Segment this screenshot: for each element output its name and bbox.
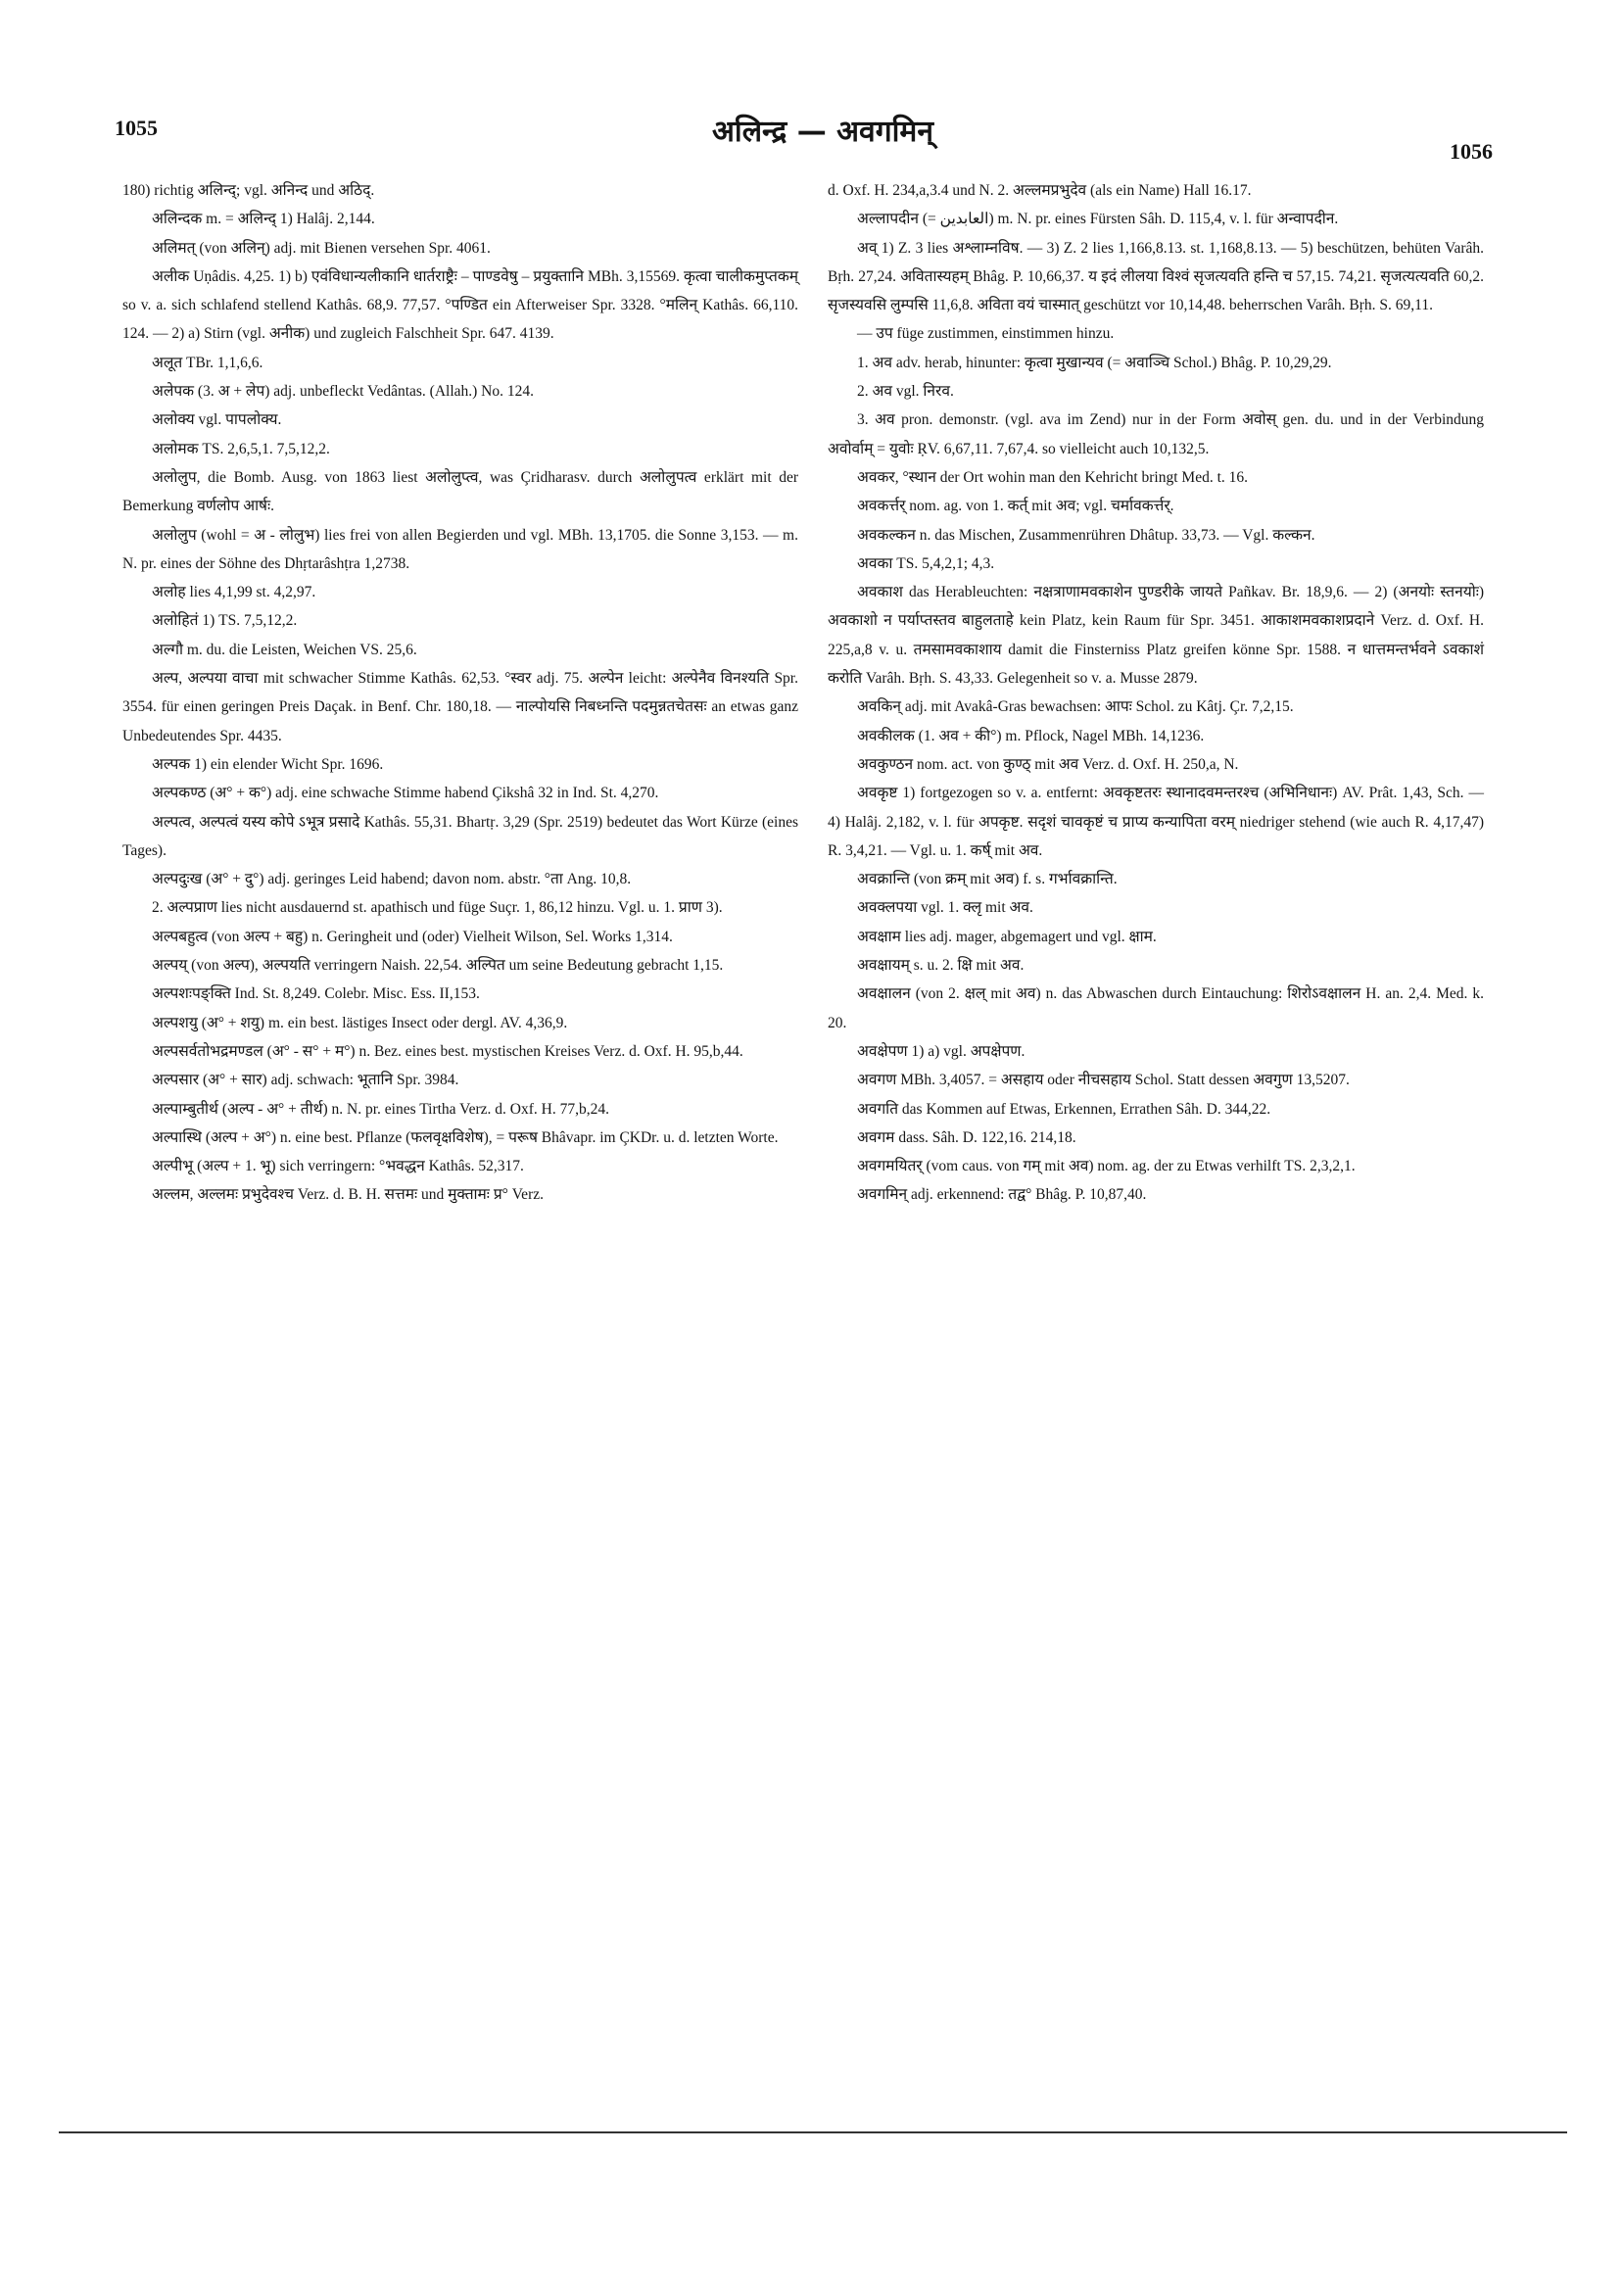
dictionary-entry: अलिमत् (von अलिन्) adj. mit Bienen versehen Spr. 4061.	[152, 239, 491, 257]
dictionary-entry: अवक्षायम् s. u. 2. क्षि mit अव.	[857, 957, 1025, 975]
page-header	[0, 110, 1622, 168]
dictionary-entry: अल्पाम्बुतीर्थ (अल्प - अ° + तीर्थ) n. N. pr. eines Tirtha Verz. d. Oxf. H. 77,b,24.	[152, 1100, 609, 1118]
dictionary-entry: 2. अल्पप्राण lies nicht ausdauernd st. apathisch und füge Suçr. 1, 86,12 hinzu. Vgl. u. 1. प्राण 3).	[152, 899, 723, 917]
right-column	[828, 176, 1484, 1210]
dictionary-entry: अलिन्दक m. = अलिन्द् 1) Halâj. 2,144.	[152, 211, 375, 228]
dictionary-entry: अल्पदुःख (अ° + दु°) adj. geringes Leid habend; davon nom. abstr. °ता Ang. 10,8.	[152, 871, 632, 888]
dictionary-entry: अलोक्य vgl. पापलोक्य.	[152, 411, 282, 429]
dictionary-entry: अवगमिन् adj. erkennend: तद्व° Bhâg. P. 10,87,40.	[857, 1186, 1147, 1204]
dictionary-entry: अल्पय् (von अल्प), अल्पयति verringern Naish. 22,54. अल्पित um seine Bedeutung gebracht 1,15.	[152, 957, 724, 975]
dictionary-entry: अव् 1) Z. 3 lies अश्लाम्नविष. — 3) Z. 2 lies 1,166,8.13. st. 1,168,8.13. — 5) beschützen, behüten Varâh. Bṛh. 27,24. अवितास्यहम् Bhâg. P. 10,66,37. य इदं लीलया विश्वं सृजत्यवति हन्ति च 57,15. 74,21. सृजत्यत्यवति 60,2. सृजस्यवसि लुम्पसि 11,6,8. अविता वयं चास्मात् geschützt vor 10,14,48. beherrschen Varâh. Bṛh. S. 69,11.	[828, 239, 1484, 314]
dictionary-entry: अल्प, अल्पया वाचा mit schwacher Stimme Kathâs. 62,53. °स्वर adj. 75. अल्पेन leicht: अल्पेनैव विनश्यति Spr. 3554. für einen geringen Preis Daçak. in Benf. Chr. 180,18. — नाल्पोयसि निबध्नन्ति पदमुन्नतचेतसः an etwas ganz Unbedeutendes Spr. 4435.	[122, 670, 798, 744]
dictionary-entry: अलेपक (3. अ + लेप) adj. unbefleckt Vedântas. (Allah.) No. 124.	[152, 383, 535, 401]
dictionary-entry: अवगम dass. Sâh. D. 122,16. 214,18.	[857, 1128, 1076, 1146]
dictionary-entry: अवक्रान्ति (von क्रम् mit अव) f. s. गर्भावक्रान्ति.	[857, 871, 1118, 888]
dictionary-entry: अवक्षेपण 1) a) vgl. अपक्षेपण.	[857, 1042, 1026, 1060]
dictionary-entry: अवगण MBh. 3,4057. = असहाय oder नीचसहाय Schol. Statt dessen अवगुण 13,5207.	[857, 1072, 1350, 1089]
dictionary-entry: अल्लापदीन (= العابدين) m. N. pr. eines Fürsten Sâh. D. 115,4, v. l. für अन्वापदीन.	[857, 211, 1339, 228]
dictionary-entry: अवकिन् adj. mit Avakâ-Gras bewachsen: आपः Schol. zu Kâtj. Çr. 7,2,15.	[857, 698, 1294, 716]
dictionary-entry: अल्पकण्ठ (अ° + क°) adj. eine schwache Stimme habend Çikshâ 32 in Ind. St. 4,270.	[152, 785, 659, 802]
dictionary-entry: अल्पीभू (अल्प + 1. भू) sich verringern: °भवद्धन Kathâs. 52,317.	[152, 1158, 524, 1175]
dictionary-entry: 2. अव vgl. निरव.	[857, 383, 954, 401]
dictionary-entry: अल्पशःपङ्क्ति Ind. St. 8,249. Colebr. Misc. Ess. II,153.	[152, 985, 480, 1003]
dictionary-entry: अल्गौ m. du. die Leisten, Weichen VS. 25,6.	[152, 641, 417, 658]
dictionary-entry: अल्पक 1) ein elender Wicht Spr. 1696.	[152, 755, 384, 773]
dictionary-entry: अलोह lies 4,1,99 st. 4,2,97.	[152, 584, 316, 601]
dictionary-entry: — उप füge zustimmen, einstimmen hinzu.	[857, 325, 1115, 343]
page-number-right: 1056	[1450, 139, 1493, 164]
dictionary-entry: अल्पशयु (अ° + शयु) m. ein best. lästiges Insect oder dergl. AV. 4,36,9.	[152, 1014, 568, 1031]
dictionary-entry: अवक्लपया vgl. 1. क्लृ mit अव.	[857, 899, 1033, 917]
running-head: अलिन्द्र — अवगमिन्	[712, 115, 933, 149]
dictionary-entry: अलूत TBr. 1,1,6,6.	[152, 354, 263, 371]
dictionary-entry: अवगति das Kommen auf Etwas, Erkennen, Errathen Sâh. D. 344,22.	[857, 1100, 1271, 1118]
left-column	[122, 176, 798, 1210]
dictionary-entry: अवकल्कन n. das Mischen, Zusammenrühren Dhâtup. 33,73. — Vgl. कल्कन.	[857, 526, 1315, 544]
page-number-left: 1055	[115, 116, 158, 140]
dictionary-entry: अवका TS. 5,4,2,1; 4,3.	[857, 554, 995, 572]
dictionary-entry: अल्पास्थि (अल्प + अ°) n. eine best. Pflanze (फलवृक्षविशेष), = परूष Bhâvapr. im ÇKDr. u. d. letzten Worte.	[152, 1128, 779, 1146]
dictionary-entry: अवकीलक (1. अव + की°) m. Pflock, Nagel MBh. 14,1236.	[857, 727, 1205, 744]
dictionary-entry: अलोहितं 1) TS. 7,5,12,2.	[152, 612, 298, 630]
dictionary-entry: अल्पसार (अ° + सार) adj. schwach: भूतानि Spr. 3984.	[152, 1072, 459, 1089]
dictionary-entry: अलोलुप, die Bomb. Ausg. von 1863 liest अलोलुप्त्व, was Çridharasv. durch अलोलुपत्व erklärt mit der Bemerkung वर्णलोप आर्षः.	[122, 468, 798, 515]
dictionary-entry: अवकुण्ठन nom. act. von कुण्ठ् mit अव Verz. d. Oxf. H. 250,a, N.	[857, 755, 1239, 773]
bottom-rule	[59, 2131, 1567, 2133]
dictionary-entry: अलीक Uṇâdis. 4,25. 1) b) एवंविधान्यलीकानि धार्तराष्ट्रैः – पाण्डवेषु – प्रयुक्तानि MBh. 3,15569. कृत्वा चालीकमुप्तकम् so v. a. sich schlafend stellend Kathâs. 68,9. 77,57. °पण्डित ein Afterweiser Spr. 3328. °मलिन् Kathâs. 66,110. 124. — 2) a) Stirn (vgl. अनीक) und zugleich Falschheit Spr. 647. 4139.	[122, 267, 798, 343]
dictionary-entry: अल्पत्व, अल्पत्वं यस्य कोपे ऽभूत्र प्रसादे Kathâs. 55,31. Bhartṛ. 3,29 (Spr. 2519) bedeutet das Wort Kürze (eines Tages).	[122, 813, 798, 859]
dictionary-entry: 1. अव adv. herab, hinunter: कृत्वा मुखान्यव (= अवाञ्चि Schol.) Bhâg. P. 10,29,29.	[857, 354, 1332, 371]
dictionary-entry: अवकर, °स्थान der Ort wohin man den Kehricht bringt Med. t. 16.	[857, 468, 1249, 486]
dictionary-entry: अलोमक TS. 2,6,5,1. 7,5,12,2.	[152, 440, 330, 457]
dictionary-entry: अलोलुप (wohl = अ - लोलुभ) lies frei von allen Begierden und vgl. MBh. 13,1705. die Sonne 3,153. — m. N. pr. eines der Söhne des Dhṛtarâshṭra 1,2738.	[122, 526, 798, 572]
dictionary-entry: अवगमयितर् (vom caus. von गम् mit अव) nom. ag. der zu Etwas verhilft TS. 2,3,2,1.	[857, 1158, 1356, 1175]
dictionary-entry: 180) richtig अलिन्द्; vgl. अनिन्द und अठिद्.	[122, 182, 375, 199]
dictionary-entry: अवकृष्ट 1) fortgezogen so v. a. entfernt: अवकृष्टतरः स्थानादवमन्तरश्च (अभिनिधानः) AV. Prât. 1,43, Sch. — 4) Halâj. 2,182, v. l. für अपकृष्ट. सदृशं चावकृष्टं च प्राप्य कन्यापिता वरम् niedriger stehend (wie auch R. 4,17,47) R. 3,4,21. — Vgl. u. 1. कर्ष् mit अव.	[828, 785, 1484, 859]
dictionary-entry: d. Oxf. H. 234,a,3.4 und N. 2. अल्लमप्रभुदेव (als ein Name) Hall 16.17.	[828, 182, 1252, 199]
dictionary-entry: अवकर्त्तर् nom. ag. von 1. कर्त् mit अव; vgl. चर्मावकर्त्तर्.	[857, 498, 1174, 515]
dictionary-entry: अल्लम, अल्लमः प्रभुदेवश्च Verz. d. B. H. सत्तमः und मुक्तामः प्र° Verz.	[152, 1186, 544, 1204]
dictionary-entry: अवक्षाम lies adj. mager, abgemagert und vgl. क्षाम.	[857, 928, 1157, 945]
dictionary-entry: 3. अव pron. demonstr. (vgl. ava im Zend) nur in der Form अवोस् gen. du. und in der Verbindung अवोर्वाम् = युवोः ṚV. 6,67,11. 7,67,4. so vielleicht auch 10,132,5.	[828, 411, 1484, 457]
dictionary-entry: अवकाश das Herableuchten: नक्षत्राणामवकाशेन पुण्डरीके जायते Pañkav. Br. 18,9,6. — 2) (अनयोः स्तनयोः) अवकाशो न पर्याप्तस्तव बाहुलताहे kein Platz, kein Raum für Spr. 3451. आकाशमवकाशप्रदाने Verz. d. Oxf. H. 225,a,8 v. u. तमसामवकाशाय damit die Finsterniss Platz greifen könne Spr. 1588. न धात्तमन्तर्भवने ऽवकाशं करोति Varâh. Bṛh. S. 43,33. Gelegenheit so v. a. Musse 2879.	[828, 584, 1484, 688]
dictionary-entry: अवक्षालन (von 2. क्षल् mit अव) n. das Abwaschen durch Eintauchung: शिरोऽवक्षालन H. an. 2,4. Med. k. 20.	[828, 985, 1484, 1031]
dictionary-entry: अल्पबहुत्व (von अल्प + बहु) n. Geringheit und (oder) Vielheit Wilson, Sel. Works 1,314.	[152, 928, 673, 945]
dictionary-entry: अल्पसर्वतोभद्रमण्डल (अ° - स° + म°) n. Bez. eines best. mystischen Kreises Verz. d. Oxf. H. 95,b,44.	[152, 1042, 743, 1060]
